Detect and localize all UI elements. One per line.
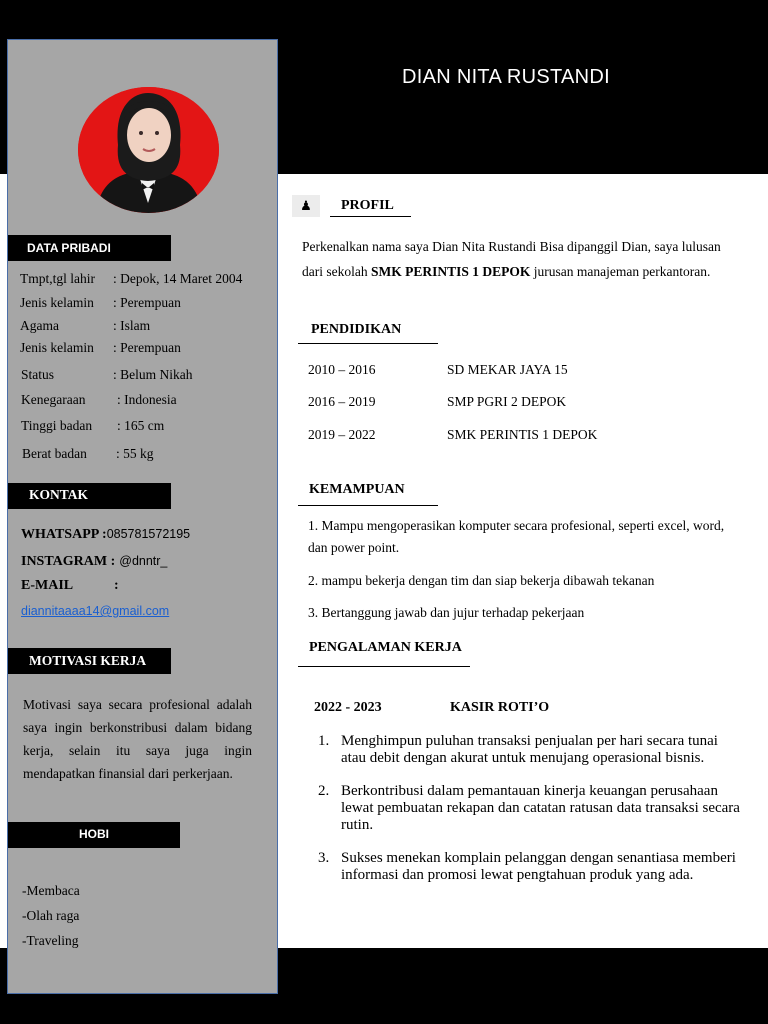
pendidikan-underline <box>298 343 438 344</box>
job-duty-text: Sukses menekan komplain pelanggan dengan senantiasa memberi informasi dan promosi lewat pengtahuan produk yang ada. <box>341 850 736 883</box>
profil-school: SMK PERINTIS 1 DEPOK <box>370 264 531 279</box>
hobby-item: -Membaca <box>22 883 80 898</box>
person-photo-illustration <box>78 87 219 213</box>
data-label: Status <box>21 367 55 382</box>
job-duty-item <box>318 733 743 767</box>
education-school: SMP PGRI 2 DEPOK <box>447 394 567 409</box>
profil-text <box>302 234 742 284</box>
data-value: : Depok, 14 Maret 2004 <box>113 271 243 286</box>
section-title-motivasi: MOTIVASI KERJA <box>8 648 171 674</box>
data-label: Agama <box>20 318 59 333</box>
education-years: 2019 – 2022 <box>308 427 376 442</box>
section-title-pendidikan: PENDIDIKAN <box>311 322 402 337</box>
job-period: 2022 - 2023 <box>314 700 382 715</box>
job-duty-number: 2. <box>318 783 330 799</box>
email-colon: : <box>114 578 119 593</box>
education-years: 2016 – 2019 <box>308 394 376 409</box>
section-title-data-pribadi: DATA PRIBADI <box>8 235 171 261</box>
whatsapp-label: WHATSAPP : <box>21 527 107 542</box>
education-years: 2010 – 2016 <box>308 362 376 377</box>
person-icon: ♟ <box>292 195 320 217</box>
job-duty-text: Menghimpun puluhan transaksi penjualan per hari secara tunai atau debit dengan akurat untuk menujang operasional bisnis. <box>341 733 718 766</box>
data-value: : Belum Nikah <box>113 367 193 382</box>
email-link[interactable]: diannitaaaa14@gmail.com <box>21 604 170 618</box>
instagram-label: INSTAGRAM : <box>21 554 116 569</box>
job-duty-number: 1. <box>318 733 330 749</box>
data-value: : 55 kg <box>116 446 154 461</box>
job-duty-item <box>318 850 743 884</box>
data-value: : Indonesia <box>117 392 177 407</box>
job-duties-list <box>318 733 743 900</box>
whatsapp-number: 085781572195 <box>106 527 191 541</box>
data-value: : 165 cm <box>117 418 165 433</box>
whatsapp-row <box>21 525 190 543</box>
data-value: : Perempuan <box>113 295 181 310</box>
motivasi-text: Motivasi saya secara profesional adalah saya ingin berkonstribusi dalam bidang kerja, selain itu saya juga ingin mendapatkan finansial dari perkerjaan. <box>23 697 252 781</box>
section-title-profil: PROFIL <box>341 198 394 213</box>
profil-text-start: Perkenalkan nama saya Dian Nita Rustandi Bisa dipanggil Dian, saya lulusan dari sekolah <box>302 239 721 279</box>
job-duty-item <box>318 783 743 834</box>
data-value: : Islam <box>113 318 151 333</box>
education-school: SMK PERINTIS 1 DEPOK <box>447 427 598 442</box>
section-title-pengalaman: PENGALAMAN KERJA <box>309 640 462 655</box>
job-duty-number: 3. <box>318 850 330 866</box>
data-label: Tmpt,tgl lahir <box>20 271 95 286</box>
profil-underline <box>330 216 411 217</box>
profile-photo <box>78 87 219 213</box>
data-label: Jenis kelamin <box>20 340 94 355</box>
skill-item: 1. Mampu mengoperasikan komputer secara profesional, seperti excel, word, dan power point. <box>308 518 725 555</box>
data-label: Berat badan <box>22 446 87 461</box>
data-label: Tinggi badan <box>21 418 93 433</box>
candidate-name: DIAN NITA RUSTANDI <box>401 66 610 88</box>
hobby-item: -Traveling <box>22 933 79 948</box>
profil-text-end: jurusan manajeman perkantoran. <box>530 264 711 279</box>
instagram-handle: @dnntr_ <box>119 554 168 568</box>
education-school: SD MEKAR JAYA 15 <box>447 362 568 377</box>
section-title-hobi: HOBI <box>8 822 180 848</box>
data-label: Jenis kelamin <box>20 295 94 310</box>
hobby-item: -Olah raga <box>22 908 80 923</box>
email-label: E-MAIL <box>21 578 74 593</box>
instagram-row <box>21 552 167 570</box>
section-title-kontak: KONTAK <box>8 483 171 509</box>
job-duty-text: Berkontribusi dalam pemantauan kinerja keuangan perusahaan lewat pembuatan rekapan dan catatan ratusan data transaksi secara rutin. <box>341 783 740 833</box>
skill-item: 2. mampu bekerja dengan tim dan siap bekerja dibawah tekanan <box>308 573 655 588</box>
pengalaman-underline <box>298 666 470 667</box>
skill-item: 3. Bertanggung jawab dan jujur terhadap pekerjaan <box>308 605 585 620</box>
kemampuan-underline <box>298 505 438 506</box>
skills-list <box>308 515 738 624</box>
data-label: Kenegaraan <box>21 392 86 407</box>
job-position: KASIR ROTI’O <box>450 700 550 715</box>
section-title-kemampuan: KEMAMPUAN <box>309 482 405 497</box>
data-value: : Perempuan <box>113 340 181 355</box>
